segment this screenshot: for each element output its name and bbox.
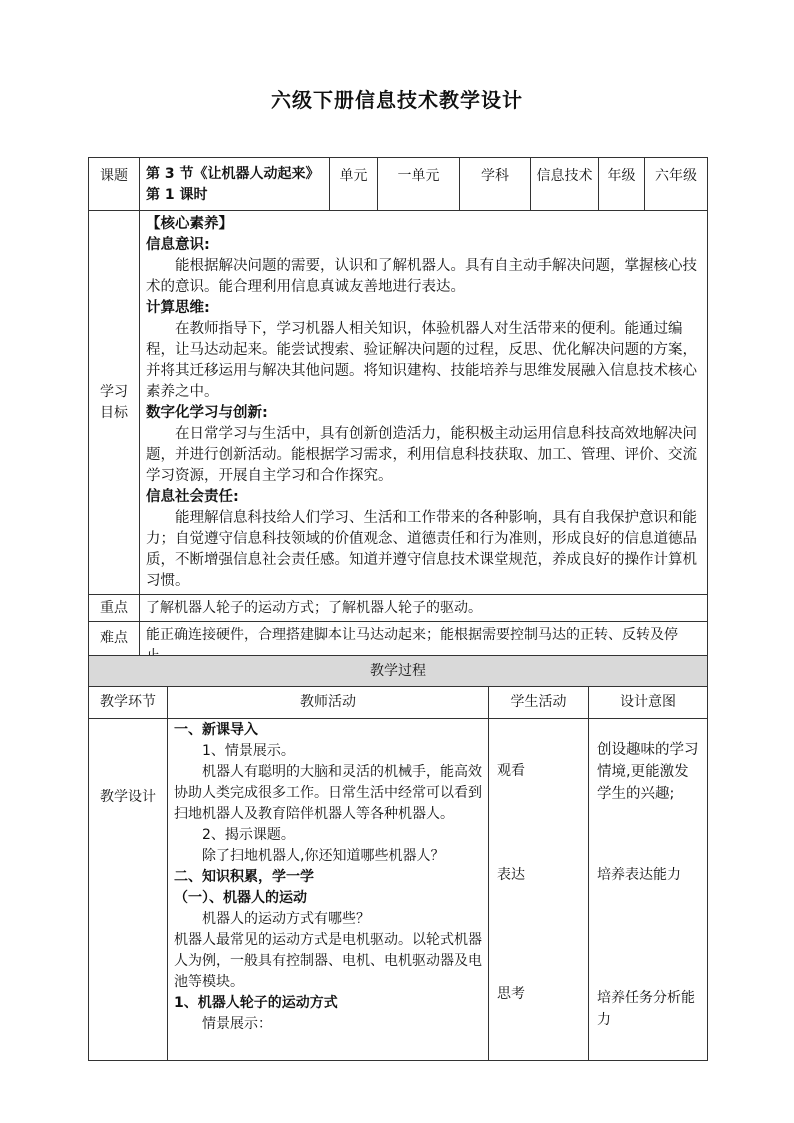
difficulty-text: 能正确连接硬件，合理搭建脚本让马达动起来；能根据需要控制马达的正转、反转及停 (140, 622, 708, 670)
sub-heading: 1、机器人轮子的运动方式 (174, 995, 338, 1011)
topic-label: 课题 (89, 158, 140, 211)
paragraph: 除了扫地机器人,你还知道哪些机器人？ (202, 848, 445, 864)
unit-label: 单元 (330, 158, 378, 211)
column-header: 教学环节 (89, 687, 168, 719)
goal-heading: 信息意识: (146, 237, 210, 253)
goal-text: 能根据解决问题的需要，认识和了解机器人。具有自主动手解决问题，掌握核心技术的意识。能合理利用信息真诚友善地进行表达。 (146, 258, 697, 295)
subject-value: 信息技术 (531, 158, 599, 211)
unit-value: 一单元 (378, 158, 460, 211)
lesson-info-table (88, 157, 708, 670)
goal-text: 在教师指导下，学习机器人相关知识，体验机器人对生活带来的便利。能通过编程，让马达动起来。能尝试搜索、验证解决问题的过程，反思、优化解决问题的方案，并将其迁移运用与解决其他问题。将知识建构、技能培养与思维发展融入信息技术核心素养之中。 (146, 321, 697, 400)
goal-text: 在日常学习与生活中，具有创新创造活力，能积极主动运用信息科技高效地解决问题，并进行创新活动。能根据学习需求，利用信息科技获取、加工、管理、评价、交流学习资源，开展自主学习和合作探究。 (146, 426, 697, 484)
process-table (88, 655, 708, 1061)
key-point-label: 重点 (89, 595, 140, 622)
column-header: 设计意图 (589, 687, 708, 719)
goal-heading: 信息社会责任: (146, 489, 239, 505)
paragraph: 情景展示： (202, 1016, 272, 1032)
section-heading: 二、知识积累，学一学 (174, 869, 314, 885)
topic-value (140, 158, 330, 211)
sub-heading: 1、情景展示。 (202, 743, 295, 759)
grade-label: 年级 (599, 158, 645, 211)
section-heading: 一、新课导入 (174, 722, 258, 738)
grade-value: 六年级 (645, 158, 708, 211)
column-header: 教师活动 (168, 687, 489, 719)
sub-heading: 2、揭示课题。 (202, 827, 295, 843)
process-heading: 教学过程 (89, 656, 708, 687)
difficulty-label: 难点 (89, 622, 140, 670)
core-heading: 【核心素养】 (146, 216, 233, 232)
student-item: 观看 (497, 763, 525, 779)
goal-text: 能理解信息科技给人们学习、生活和工作带来的各种影响，具有自我保护意识和能力；自觉遵守信息科技领域的价值观念、道德责任和行为准则，形成良好的信息道德品质，不断增强信息社会责任感。知道并遵守信息技术课堂规范，养成良好的操作计算机习惯。 (146, 510, 697, 589)
topic-title: 第 3 节《让机器人动起来》 (146, 166, 320, 182)
subject-label: 学科 (460, 158, 531, 211)
intent-item: 创设趣味的学习情境,更能激发学生的兴趣; (597, 742, 699, 802)
student-item: 思考 (497, 986, 525, 1002)
key-point-text: 了解机器人轮子的运动方式；了解机器人轮子的驱动。 (140, 595, 708, 622)
intent-item: 培养表达能力 (597, 867, 681, 883)
design-intent (589, 719, 708, 1061)
topic-period: 第 1 课时 (146, 187, 208, 203)
page-title: 六级下册信息技术教学设计 (271, 88, 523, 112)
student-activity (489, 719, 589, 1061)
goals-content (140, 211, 708, 595)
goal-heading: 计算思维: (146, 300, 210, 316)
paragraph: 机器人有聪明的大脑和灵活的机械手，能高效协助人类完成很多工作。日常生活中经常可以看到扫地机器人及教育陪伴机器人等各种机器人。 (174, 764, 482, 822)
goals-label-line2: 目标 (100, 404, 128, 421)
paragraph: 机器人的运动方式有哪些？ (202, 911, 370, 927)
paragraph: 机器人最常见的运动方式是电机驱动。以轮式机器人为例，一般具有控制器、电机、电机驱动器及电池等模块。 (174, 932, 482, 990)
stage-cell: 教学设计 (89, 719, 168, 1061)
intent-item: 培养任务分析能力 (597, 990, 695, 1028)
sub-heading: （一）、机器人的运动 (174, 890, 307, 906)
column-header: 学生活动 (489, 687, 589, 719)
goals-label (89, 211, 140, 595)
teacher-activity (168, 719, 489, 1061)
goal-heading: 数字化学习与创新: (146, 405, 268, 421)
student-item: 表达 (497, 867, 525, 883)
goals-label-line1: 学习 (100, 383, 128, 400)
